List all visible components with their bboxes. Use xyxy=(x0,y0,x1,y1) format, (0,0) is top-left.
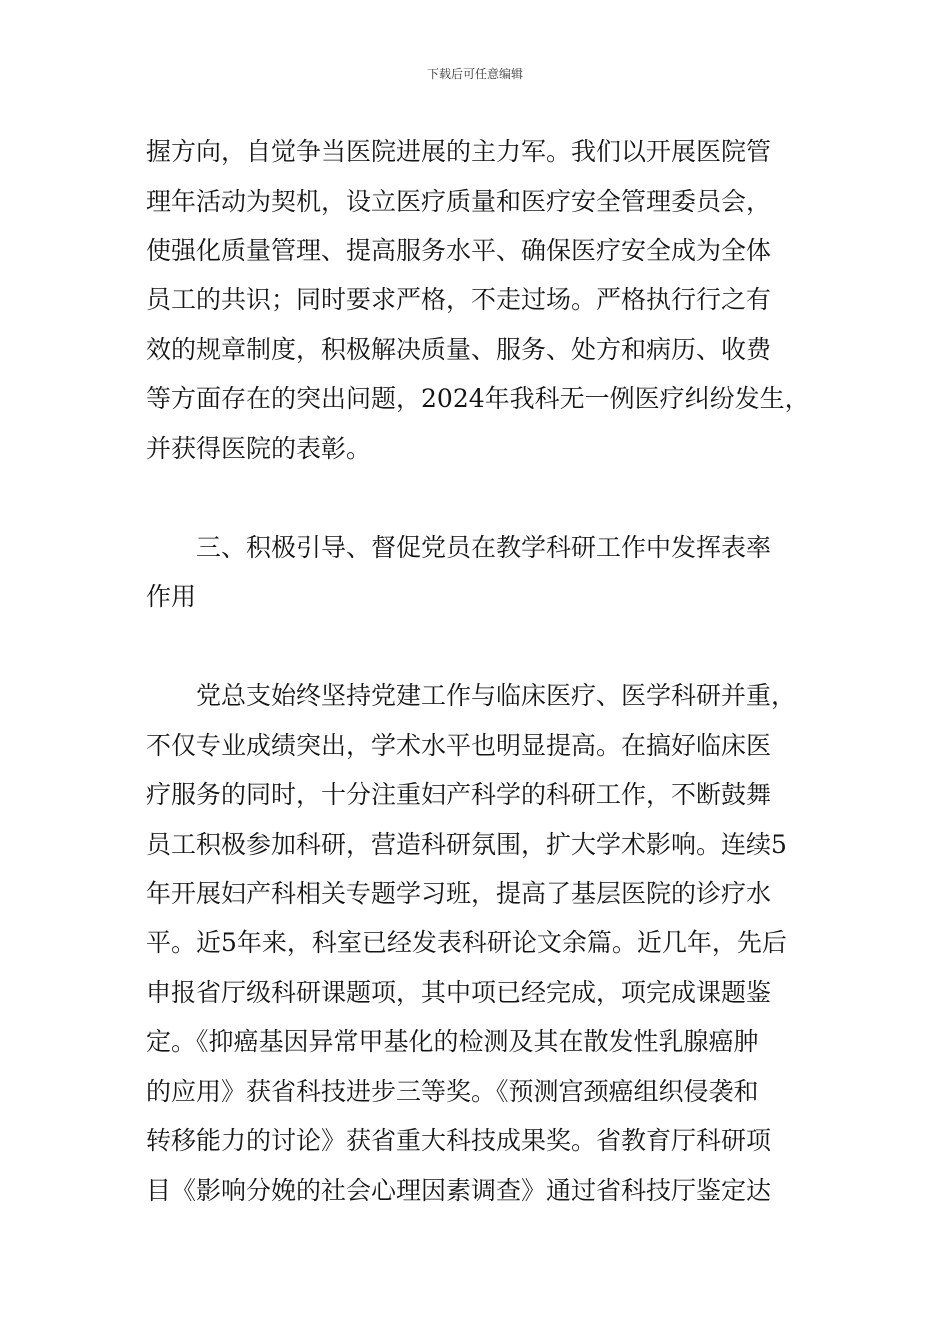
page-header: 下载后可任意编辑 xyxy=(426,67,523,81)
